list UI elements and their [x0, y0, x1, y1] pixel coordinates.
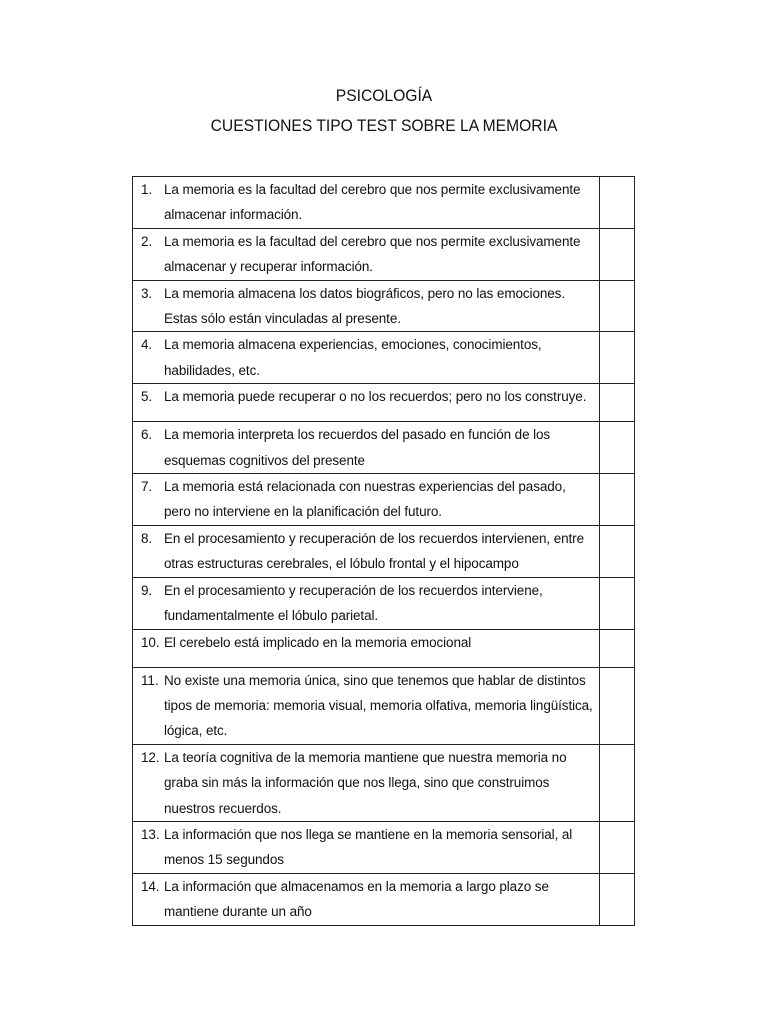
- question-number: 2.: [141, 233, 153, 249]
- question-text: La memoria es la facultad del cerebro que nos permite exclusivamente almacenar información.: [164, 182, 581, 223]
- question-content: [133, 745, 599, 821]
- question-number: 13.: [141, 826, 160, 842]
- question-number: 9.: [141, 582, 153, 598]
- question-text: La memoria es la facultad del cerebro que nos permite exclusivamente almacenar y recuperar información.: [164, 233, 581, 275]
- question-number: 6.: [141, 427, 153, 443]
- question-row: [133, 280, 635, 332]
- question-content: [133, 630, 599, 655]
- answer-box[interactable]: [600, 384, 635, 422]
- question-row: [133, 177, 635, 229]
- question-text: La memoria almacena los datos biográficos, pero no las emociones. Estas sólo están vinculadas al presente.: [164, 285, 565, 327]
- answer-box[interactable]: [600, 177, 635, 229]
- answer-box[interactable]: [600, 744, 635, 821]
- question-row: [133, 474, 635, 526]
- question-number: 12.: [141, 749, 160, 765]
- question-row: [133, 873, 635, 925]
- test-title: CUESTIONES TIPO TEST SOBRE LA MEMORIA: [210, 116, 558, 135]
- question-cell: [133, 667, 600, 744]
- question-number: 1.: [141, 182, 153, 197]
- question-cell: [133, 525, 600, 577]
- question-text: El cerebelo está implicado en la memoria emocional: [164, 634, 472, 650]
- question-cell: [133, 384, 600, 422]
- question-cell: [133, 821, 600, 873]
- question-number: 14.: [141, 878, 160, 894]
- question-content: [133, 526, 599, 577]
- question-number: 10.: [141, 634, 160, 650]
- question-text: En el procesamiento y recuperación de los recuerdos intervienen, entre otras estructuras cerebrales, el lóbulo frontal y el hipocampo: [164, 530, 584, 572]
- question-text: La información que nos llega se mantiene en la memoria sensorial, al menos 15 segundos: [164, 826, 573, 868]
- question-content: [133, 578, 599, 629]
- question-cell: [133, 280, 600, 332]
- question-cell: [133, 177, 600, 229]
- question-cell: [133, 228, 600, 280]
- question-row: [133, 629, 635, 667]
- question-content: [133, 332, 599, 383]
- question-cell: [133, 474, 600, 526]
- question-content: [133, 668, 599, 744]
- question-list: [133, 177, 635, 926]
- question-cell: [133, 873, 600, 925]
- question-content: [133, 229, 599, 280]
- question-cell: [133, 744, 600, 821]
- answer-box[interactable]: [600, 629, 635, 667]
- question-cell: [133, 332, 600, 384]
- answer-box[interactable]: [600, 228, 635, 280]
- question-row: [133, 332, 635, 384]
- question-text: La memoria está relacionada con nuestras experiencias del pasado, pero no interviene en la planificación del futuro.: [164, 479, 566, 520]
- question-text: No existe una memoria única, sino que tenemos que hablar de distintos tipos de memoria: memoria visual, memoria olfativa, memoria lingüística, lógica, etc.: [164, 672, 593, 739]
- question-row: [133, 821, 635, 873]
- question-row: [133, 577, 635, 629]
- answer-box[interactable]: [600, 821, 635, 873]
- question-row: [133, 744, 635, 821]
- question-text: La memoria interpreta los recuerdos del pasado en función de los esquemas cognitivos del presente: [164, 427, 551, 468]
- answer-box[interactable]: [600, 577, 635, 629]
- question-number: 4.: [141, 337, 153, 353]
- question-text: La memoria puede recuperar o no los recuerdos; pero no los construye.: [164, 389, 587, 405]
- question-content: [133, 822, 599, 873]
- question-content: [133, 874, 599, 925]
- question-content: [133, 281, 599, 332]
- question-cell: [133, 422, 600, 474]
- answer-box[interactable]: [600, 873, 635, 925]
- question-row: [133, 667, 635, 744]
- answer-box[interactable]: [600, 332, 635, 384]
- question-content: [133, 177, 599, 228]
- question-number: 8.: [141, 530, 153, 546]
- question-content: [133, 422, 599, 473]
- question-row: [133, 228, 635, 280]
- question-text: La información que almacenamos en la memoria a largo plazo se mantiene durante un año: [164, 878, 549, 920]
- question-content: [133, 474, 599, 525]
- question-number: 11.: [141, 672, 159, 688]
- answer-box[interactable]: [600, 667, 635, 744]
- page-header: [0, 84, 768, 138]
- question-row: [133, 422, 635, 474]
- question-text: La memoria almacena experiencias, emociones, conocimientos, habilidades, etc.: [164, 337, 542, 378]
- question-number: 5.: [141, 389, 153, 405]
- answer-box[interactable]: [600, 474, 635, 526]
- question-cell: [133, 629, 600, 667]
- question-text: La teoría cognitiva de la memoria mantiene que nuestra memoria no graba sin más la información que nos llega, sino que construimos nuestros recuerdos.: [164, 749, 567, 816]
- question-row: [133, 384, 635, 422]
- answer-box[interactable]: [600, 525, 635, 577]
- question-content: [133, 384, 599, 409]
- question-number: 7.: [141, 479, 153, 495]
- subject-title: PSICOLOGÍA: [335, 86, 433, 105]
- question-cell: [133, 577, 600, 629]
- question-number: 3.: [141, 285, 153, 301]
- question-table: [132, 176, 635, 926]
- answer-box[interactable]: [600, 280, 635, 332]
- answer-box[interactable]: [600, 422, 635, 474]
- question-row: [133, 525, 635, 577]
- question-text: En el procesamiento y recuperación de los recuerdos interviene, fundamentalmente el lóbulo parietal.: [164, 582, 543, 624]
